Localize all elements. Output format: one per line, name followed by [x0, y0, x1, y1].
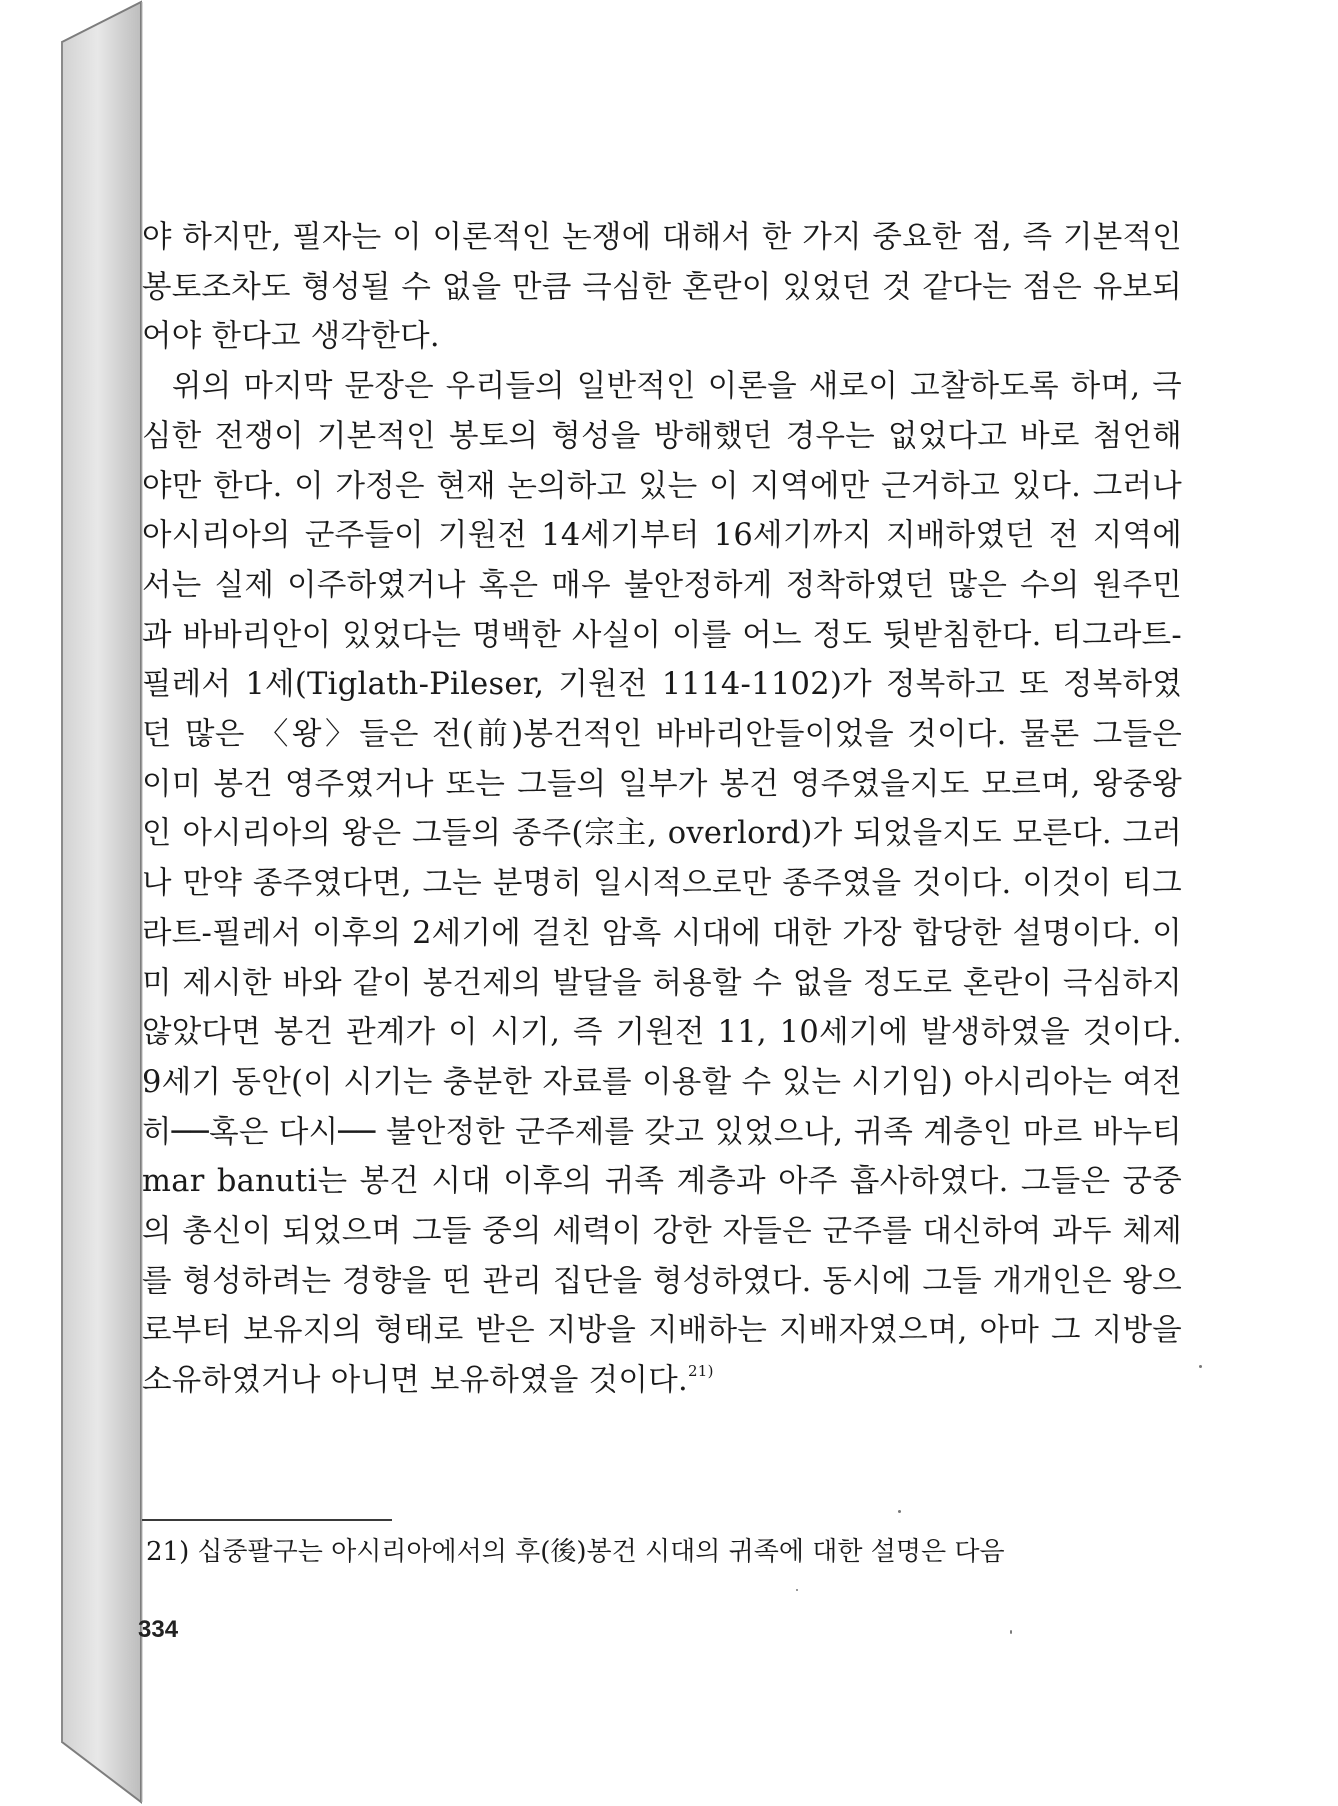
paragraph-2-text: 위의 마지막 문장은 우리들의 일반적인 이론을 새로이 고찰하도록 하며, 극심한 전쟁이 기본적인 봉토의 형성을 방해했던 경우는 없었다고 바로 첨언해야만 한다. 이 가정은 현재 논의하고 있는 이 지역에만 근거하고 있다. 그러나 아시리아의 군주들이 기원전 14세기부터 16세기까지 지배하였던 전 지역에서는 실제 이주하였거나 혹은 매우 불안정하게 정착하였던 많은 수의 원주민과 바바리안이 있었다는 명백한 사실이 이를 어느 정도 뒷받침한다. 티그라트-필레서 1세(Tiglath-Pileser, 기원전 1114-1102)가 정복하고 또 정복하였던 많은 〈왕〉들은 전(前)봉건적인 바바리안들이었을 것이다. 물론 그들은 이미 봉건 영주였거나 또는 그들의 일부가 봉건 영주였을지도 모르며, 왕중왕인 아시리아의 왕은 그들의 종주(宗主, overlord)가 되었을지도 모른다. 그러나 만약 종주였다면, 그는 분명히 일시적으로만 종주였을 것이다. 이것이 티그라트-필레서 이후의 2세기에 걸친 암흑 시대에 대한 가장 합당한 설명이다. 이미 제시한 바와 같이 봉건제의 발달을 허용할 수 없을 정도로 혼란이 극심하지 않았다면 봉건 관계가 이 시기, 즉 기원전 11, 10세기에 발생하였을 것이다. 9세기 동안(이 시기는 충분한 자료를 이용할 수 있는 시기임) 아시리아는 여전히──혹은 다시── 불안정한 군주제를 갖고 있었으나, 귀족 계층인 마르 바누티 mar banuti는 봉건 시대 이후의 귀족 계층과 아주 흡사하였다. 그들은 궁중의 총신이 되었으며 그들 중의 세력이 강한 자들은 군주를 대신하여 과두 체제를 형성하려는 경향을 띤 관리 집단을 형성하였다. 동시에 그들 개개인은 왕으로부터 보유지의 형태로 받은 지방을 지배하는 지배자였으며, 아마 그 지방을 소유하였거나 아니면 보유하였을 것이다.: [142, 369, 1182, 1399]
footnote: [142, 1534, 1182, 1570]
footnote-reference[interactable]: 21): [687, 1362, 714, 1381]
footnote-text: 십중팔구는 아시리아에서의 후(後)봉건 시대의 귀족에 대한 설명은 다음: [197, 1537, 1005, 1567]
paragraph-1: [142, 213, 1182, 362]
page-number: 334: [138, 1616, 179, 1643]
paragraph-2: [142, 362, 1182, 1406]
paragraph-1-text: 야 하지만, 필자는 이 이론적인 논쟁에 대해서 한 가지 중요한 점, 즉 기본적인 봉토조차도 형성될 수 없을 만큼 극심한 혼란이 있었던 것 같다는 점은 유보되어야 한다고 생각한다.: [142, 220, 1182, 355]
scan-speck: [898, 1510, 901, 1513]
footnote-divider: [142, 1519, 392, 1521]
scan-speck: [796, 1589, 798, 1591]
footnote-number: 21): [146, 1537, 190, 1567]
body-text: [142, 213, 1182, 1406]
book-spine: [0, 0, 150, 1806]
scan-speck: [1010, 1630, 1012, 1634]
scan-speck: [1199, 1365, 1202, 1368]
